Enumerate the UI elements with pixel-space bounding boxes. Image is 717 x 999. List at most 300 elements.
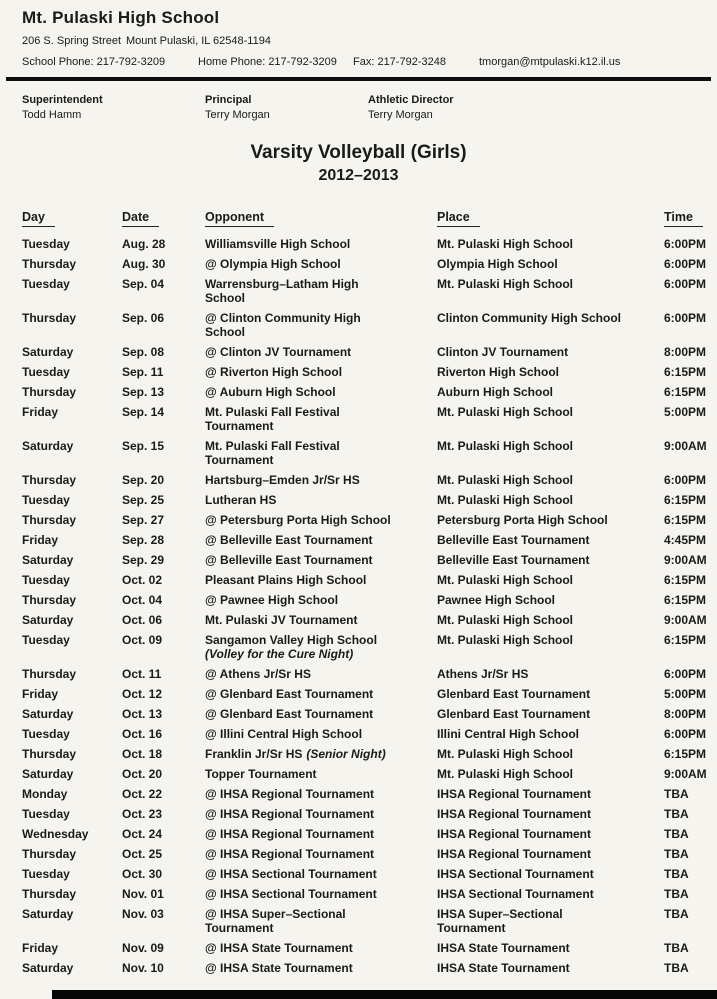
cell-opponent [205,941,437,955]
cell-place [437,277,664,305]
cell-time: TBA [664,847,689,861]
opponent-name: @ Riverton High School [205,365,343,379]
opponent-name: @ Petersburg Porta High School [205,513,391,527]
cell-place [437,311,664,339]
cell-time: 6:00PM [664,311,707,325]
place-name: Mt. Pulaski High School [437,439,574,453]
opponent-name: @ Illini Central High School [205,727,363,741]
cell-opponent [205,277,437,305]
contact-line [0,56,717,68]
opponent-name: @ Auburn High School [205,385,336,399]
column-header-place: Place [437,210,664,227]
cell-time: 6:15PM [664,593,707,607]
home-phone: Home Phone: 217-792-3209 [198,56,337,68]
cell-date: Oct. 25 [122,847,163,861]
cell-place [437,767,664,781]
staff-athletic-director [368,94,717,121]
opponent-name: Sangamon Valley High School [205,633,378,647]
opponent-name: Pleasant Plains High School [205,573,367,587]
opponent-name: @ IHSA State Tournament [205,961,353,975]
cell-time: 9:00AM [664,767,707,781]
header-divider [6,77,711,81]
cell-day: Tuesday [22,573,70,587]
cell-place [437,257,664,271]
cell-time: 6:00PM [664,257,707,271]
cell-date: Oct. 23 [122,807,163,821]
cell-date: Oct. 18 [122,747,163,761]
place-name: Mt. Pulaski High School [437,405,574,419]
table-row [0,961,717,975]
table-row [0,633,717,661]
cell-date: Oct. 20 [122,767,163,781]
cell-day: Tuesday [22,807,70,821]
cell-day: Tuesday [22,727,70,741]
cell-opponent [205,867,437,881]
table-row [0,613,717,627]
cell-date: Sep. 28 [122,533,165,547]
opponent-name: Warrensburg–Latham High [205,277,359,291]
table-row [0,907,717,935]
cell-day: Saturday [22,907,74,921]
address-city: Mount Pulaski, IL 62548-1194 [126,35,271,47]
cell-opponent [205,593,437,607]
column-header-time: Time [664,210,717,227]
cell-day: Thursday [22,593,77,607]
opponent-name: Franklin Jr/Sr HS [205,747,303,761]
cell-opponent [205,311,437,339]
cell-place [437,907,664,935]
cell-date: Oct. 09 [122,633,163,647]
place-name: Clinton JV Tournament [437,345,569,359]
cell-time: 6:00PM [664,667,707,681]
cell-opponent [205,257,437,271]
cell-time: TBA [664,961,689,975]
email-address: tmorgan@mtpulaski.k12.il.us [479,56,621,68]
cell-opponent [205,385,437,399]
opponent-name: Williamsville High School [205,237,351,251]
table-row [0,345,717,359]
opponent-name: @ IHSA Regional Tournament [205,787,375,801]
place-name: Petersburg Porta High School [437,513,608,527]
place-name: Glenbard East Tournament [437,687,591,701]
cell-opponent [205,533,437,547]
cell-place [437,439,664,467]
cell-day: Thursday [22,513,77,527]
table-row [0,593,717,607]
place-name: Illini Central High School [437,727,580,741]
table-row [0,941,717,955]
cell-date: Sep. 27 [122,513,165,527]
staff-principal [205,94,368,121]
cell-opponent [205,573,437,587]
column-header-day: Day [22,210,122,227]
cell-place [437,365,664,379]
cell-date: Oct. 04 [122,593,163,607]
opponent-name: @ IHSA Regional Tournament [205,847,375,861]
cell-opponent [205,667,437,681]
cell-opponent [205,807,437,821]
cell-opponent [205,237,437,251]
cell-opponent [205,405,437,433]
opponent-note: (Volley for the Cure Night) [205,647,354,661]
cell-date: Oct. 02 [122,573,163,587]
opponent-name: Mt. Pulaski Fall Festival [205,405,340,419]
cell-day: Thursday [22,257,77,271]
opponent-name-line2: Tournament [205,453,274,467]
staff-title: Athletic Director [368,94,454,106]
cell-opponent [205,365,437,379]
place-name: Glenbard East Tournament [437,707,591,721]
cell-opponent [205,687,437,701]
cell-date: Sep. 11 [122,365,164,379]
cell-place [437,727,664,741]
cell-time: 9:00AM [664,439,707,453]
table-row [0,727,717,741]
cell-time: 5:00PM [664,405,707,419]
cell-time: 5:00PM [664,687,707,701]
cell-place [437,593,664,607]
column-header-date: Date [122,210,205,227]
cell-date: Sep. 13 [122,385,165,399]
place-name: Mt. Pulaski High School [437,493,574,507]
table-row [0,847,717,861]
opponent-name: @ Pawnee High School [205,593,339,607]
opponent-name: @ IHSA Sectional Tournament [205,867,377,881]
cell-time: 6:00PM [664,237,707,251]
cell-time: 8:00PM [664,707,707,721]
cell-opponent [205,787,437,801]
place-name: IHSA Sectional Tournament [437,867,594,881]
cell-time: 8:00PM [664,345,707,359]
place-name: IHSA Super–Sectional [437,907,563,921]
cell-time: 4:45PM [664,533,707,547]
table-row [0,573,717,587]
place-name: Mt. Pulaski High School [437,277,574,291]
staff-title: Superintendent [22,94,103,106]
cell-date: Nov. 09 [122,941,164,955]
staff-superintendent [22,94,205,121]
staff-name: Terry Morgan [368,109,433,121]
cell-date: Sep. 06 [122,311,165,325]
cell-time: TBA [664,807,689,821]
place-name: Riverton High School [437,365,560,379]
cell-date: Sep. 14 [122,405,165,419]
place-name: Clinton Community High School [437,311,621,325]
cell-opponent [205,827,437,841]
cell-day: Thursday [22,667,77,681]
place-name: Mt. Pulaski High School [437,633,574,647]
place-name: Mt. Pulaski High School [437,613,574,627]
cell-date: Sep. 04 [122,277,165,291]
table-row [0,827,717,841]
cell-day: Thursday [22,473,77,487]
cell-place [437,667,664,681]
cell-time: TBA [664,787,689,801]
cell-opponent [205,907,437,935]
cell-date: Oct. 16 [122,727,163,741]
opponent-name: @ Clinton JV Tournament [205,345,352,359]
place-name: IHSA Regional Tournament [437,807,592,821]
cell-time: 6:00PM [664,473,707,487]
cell-opponent [205,633,437,661]
cell-day: Friday [22,533,59,547]
table-row [0,667,717,681]
cell-place [437,707,664,721]
table-row [0,687,717,701]
cell-opponent [205,439,437,467]
place-name: Olympia High School [437,257,558,271]
table-row [0,385,717,399]
cell-opponent [205,473,437,487]
cell-date: Oct. 13 [122,707,163,721]
cell-day: Tuesday [22,365,70,379]
cell-day: Thursday [22,385,77,399]
opponent-name: Mt. Pulaski Fall Festival [205,439,340,453]
cell-place [437,687,664,701]
cell-time: 6:15PM [664,573,707,587]
cell-place [437,493,664,507]
place-name: Mt. Pulaski High School [437,747,574,761]
table-row [0,405,717,433]
table-row [0,707,717,721]
cell-time: TBA [664,887,689,901]
opponent-name-line2: School [205,325,246,339]
cell-date: Oct. 12 [122,687,163,701]
place-name: Athens Jr/Sr HS [437,667,529,681]
cell-date: Oct. 22 [122,787,163,801]
cell-place [437,867,664,881]
cell-time: 6:00PM [664,277,707,291]
cell-opponent [205,613,437,627]
cell-date: Sep. 20 [122,473,165,487]
cell-day: Wednesday [22,827,89,841]
table-row [0,867,717,881]
cell-place [437,385,664,399]
opponent-name-line2: Tournament [205,921,274,935]
cell-date: Aug. 30 [122,257,166,271]
place-name: IHSA Sectional Tournament [437,887,594,901]
cell-day: Friday [22,405,59,419]
place-name: IHSA State Tournament [437,961,570,975]
cell-place [437,345,664,359]
cell-time: TBA [664,907,689,921]
fax-number: Fax: 217-792-3248 [353,56,446,68]
cell-place [437,237,664,251]
cell-opponent [205,727,437,741]
cell-place [437,473,664,487]
cell-day: Friday [22,941,59,955]
cell-opponent [205,513,437,527]
cell-time: 6:15PM [664,493,707,507]
table-row [0,807,717,821]
cell-date: Sep. 25 [122,493,165,507]
cell-time: TBA [664,867,689,881]
cell-day: Thursday [22,887,77,901]
opponent-note-inline: (Senior Night) [306,747,386,761]
opponent-name: @ IHSA Super–Sectional [205,907,346,921]
place-name: IHSA Regional Tournament [437,787,592,801]
cell-date: Nov. 10 [122,961,164,975]
table-row [0,787,717,801]
cell-day: Tuesday [22,277,70,291]
cell-day: Saturday [22,707,74,721]
opponent-name: @ Glenbard East Tournament [205,687,374,701]
staff-title: Principal [205,94,252,106]
scan-edge-bar [52,990,717,999]
cell-opponent [205,747,437,761]
place-name-line2: Tournament [437,921,506,935]
place-name: Mt. Pulaski High School [437,237,574,251]
opponent-name: @ Belleville East Tournament [205,533,373,547]
table-row [0,439,717,467]
place-name: Belleville East Tournament [437,533,590,547]
cell-day: Friday [22,687,59,701]
table-row [0,493,717,507]
place-name: Pawnee High School [437,593,556,607]
cell-opponent [205,493,437,507]
table-row [0,257,717,271]
place-name: Auburn High School [437,385,553,399]
table-header-row [0,210,717,227]
cell-time: 6:15PM [664,365,707,379]
cell-opponent [205,847,437,861]
opponent-name-line2: School [205,291,246,305]
cell-time: TBA [664,941,689,955]
cell-date: Sep. 08 [122,345,165,359]
cell-time: 9:00AM [664,613,707,627]
document-subtitle: 2012–2013 [318,167,399,184]
school-phone: School Phone: 217-792-3209 [22,56,166,68]
table-row [0,767,717,781]
cell-day: Tuesday [22,633,70,647]
school-name: Mt. Pulaski High School [22,8,220,27]
cell-day: Monday [22,787,68,801]
cell-place [437,747,664,761]
cell-place [437,613,664,627]
school-address [0,35,717,47]
cell-place [437,513,664,527]
cell-date: Oct. 11 [122,667,162,681]
place-name: IHSA Regional Tournament [437,847,592,861]
table-row [0,311,717,339]
cell-time: 9:00AM [664,553,707,567]
cell-time: 6:15PM [664,513,707,527]
opponent-name: Lutheran HS [205,493,277,507]
cell-place [437,887,664,901]
place-name: IHSA Regional Tournament [437,827,592,841]
cell-date: Sep. 29 [122,553,165,567]
place-name: IHSA State Tournament [437,941,570,955]
place-name: Belleville East Tournament [437,553,590,567]
table-row [0,237,717,251]
cell-opponent [205,345,437,359]
staff-section [0,94,717,121]
cell-opponent [205,707,437,721]
opponent-name-line2: Tournament [205,419,274,433]
cell-place [437,787,664,801]
address-street: 206 S. Spring Street [22,35,122,47]
opponent-name: @ IHSA Regional Tournament [205,827,375,841]
cell-place [437,405,664,433]
cell-date: Nov. 03 [122,907,164,921]
cell-opponent [205,767,437,781]
cell-place [437,827,664,841]
cell-day: Thursday [22,747,77,761]
table-row [0,887,717,901]
cell-day: Saturday [22,439,74,453]
cell-day: Thursday [22,311,77,325]
cell-place [437,573,664,587]
cell-place [437,633,664,661]
cell-day: Thursday [22,847,77,861]
opponent-name: @ Glenbard East Tournament [205,707,374,721]
cell-time: 6:15PM [664,385,707,399]
cell-day: Saturday [22,553,74,567]
opponent-name: Mt. Pulaski JV Tournament [205,613,358,627]
opponent-name: @ Clinton Community High [205,311,361,325]
cell-place [437,807,664,821]
opponent-name: @ IHSA Sectional Tournament [205,887,377,901]
cell-place [437,533,664,547]
cell-day: Saturday [22,767,74,781]
opponent-name: Hartsburg–Emden Jr/Sr HS [205,473,360,487]
cell-opponent [205,553,437,567]
place-name: Mt. Pulaski High School [437,573,574,587]
cell-time: 6:15PM [664,633,707,647]
cell-opponent [205,961,437,975]
cell-date: Aug. 28 [122,237,166,251]
opponent-name: Topper Tournament [205,767,317,781]
cell-day: Saturday [22,345,74,359]
cell-time: 6:00PM [664,727,707,741]
cell-day: Saturday [22,613,74,627]
cell-day: Tuesday [22,867,70,881]
cell-date: Oct. 24 [122,827,163,841]
cell-place [437,553,664,567]
cell-place [437,941,664,955]
cell-date: Sep. 15 [122,439,165,453]
opponent-name: @ Olympia High School [205,257,341,271]
opponent-name: @ Athens Jr/Sr HS [205,667,311,681]
cell-date: Oct. 30 [122,867,163,881]
cell-place [437,847,664,861]
cell-date: Oct. 06 [122,613,163,627]
place-name: Mt. Pulaski High School [437,767,574,781]
staff-name: Todd Hamm [22,109,82,121]
place-name: Mt. Pulaski High School [437,473,574,487]
opponent-name: @ IHSA Regional Tournament [205,807,375,821]
document-title: Varsity Volleyball (Girls) [250,142,467,163]
table-row [0,533,717,547]
schedule-body [0,237,717,975]
cell-date: Nov. 01 [122,887,164,901]
table-row [0,747,717,761]
cell-day: Tuesday [22,493,70,507]
staff-name: Terry Morgan [205,109,270,121]
table-row [0,365,717,379]
opponent-name: @ Belleville East Tournament [205,553,373,567]
table-row [0,473,717,487]
cell-time: TBA [664,827,689,841]
column-header-opponent: Opponent [205,210,437,227]
table-row [0,553,717,567]
cell-day: Tuesday [22,237,70,251]
cell-opponent [205,887,437,901]
cell-place [437,961,664,975]
table-row [0,277,717,305]
cell-day: Saturday [22,961,74,975]
cell-time: 6:15PM [664,747,707,761]
